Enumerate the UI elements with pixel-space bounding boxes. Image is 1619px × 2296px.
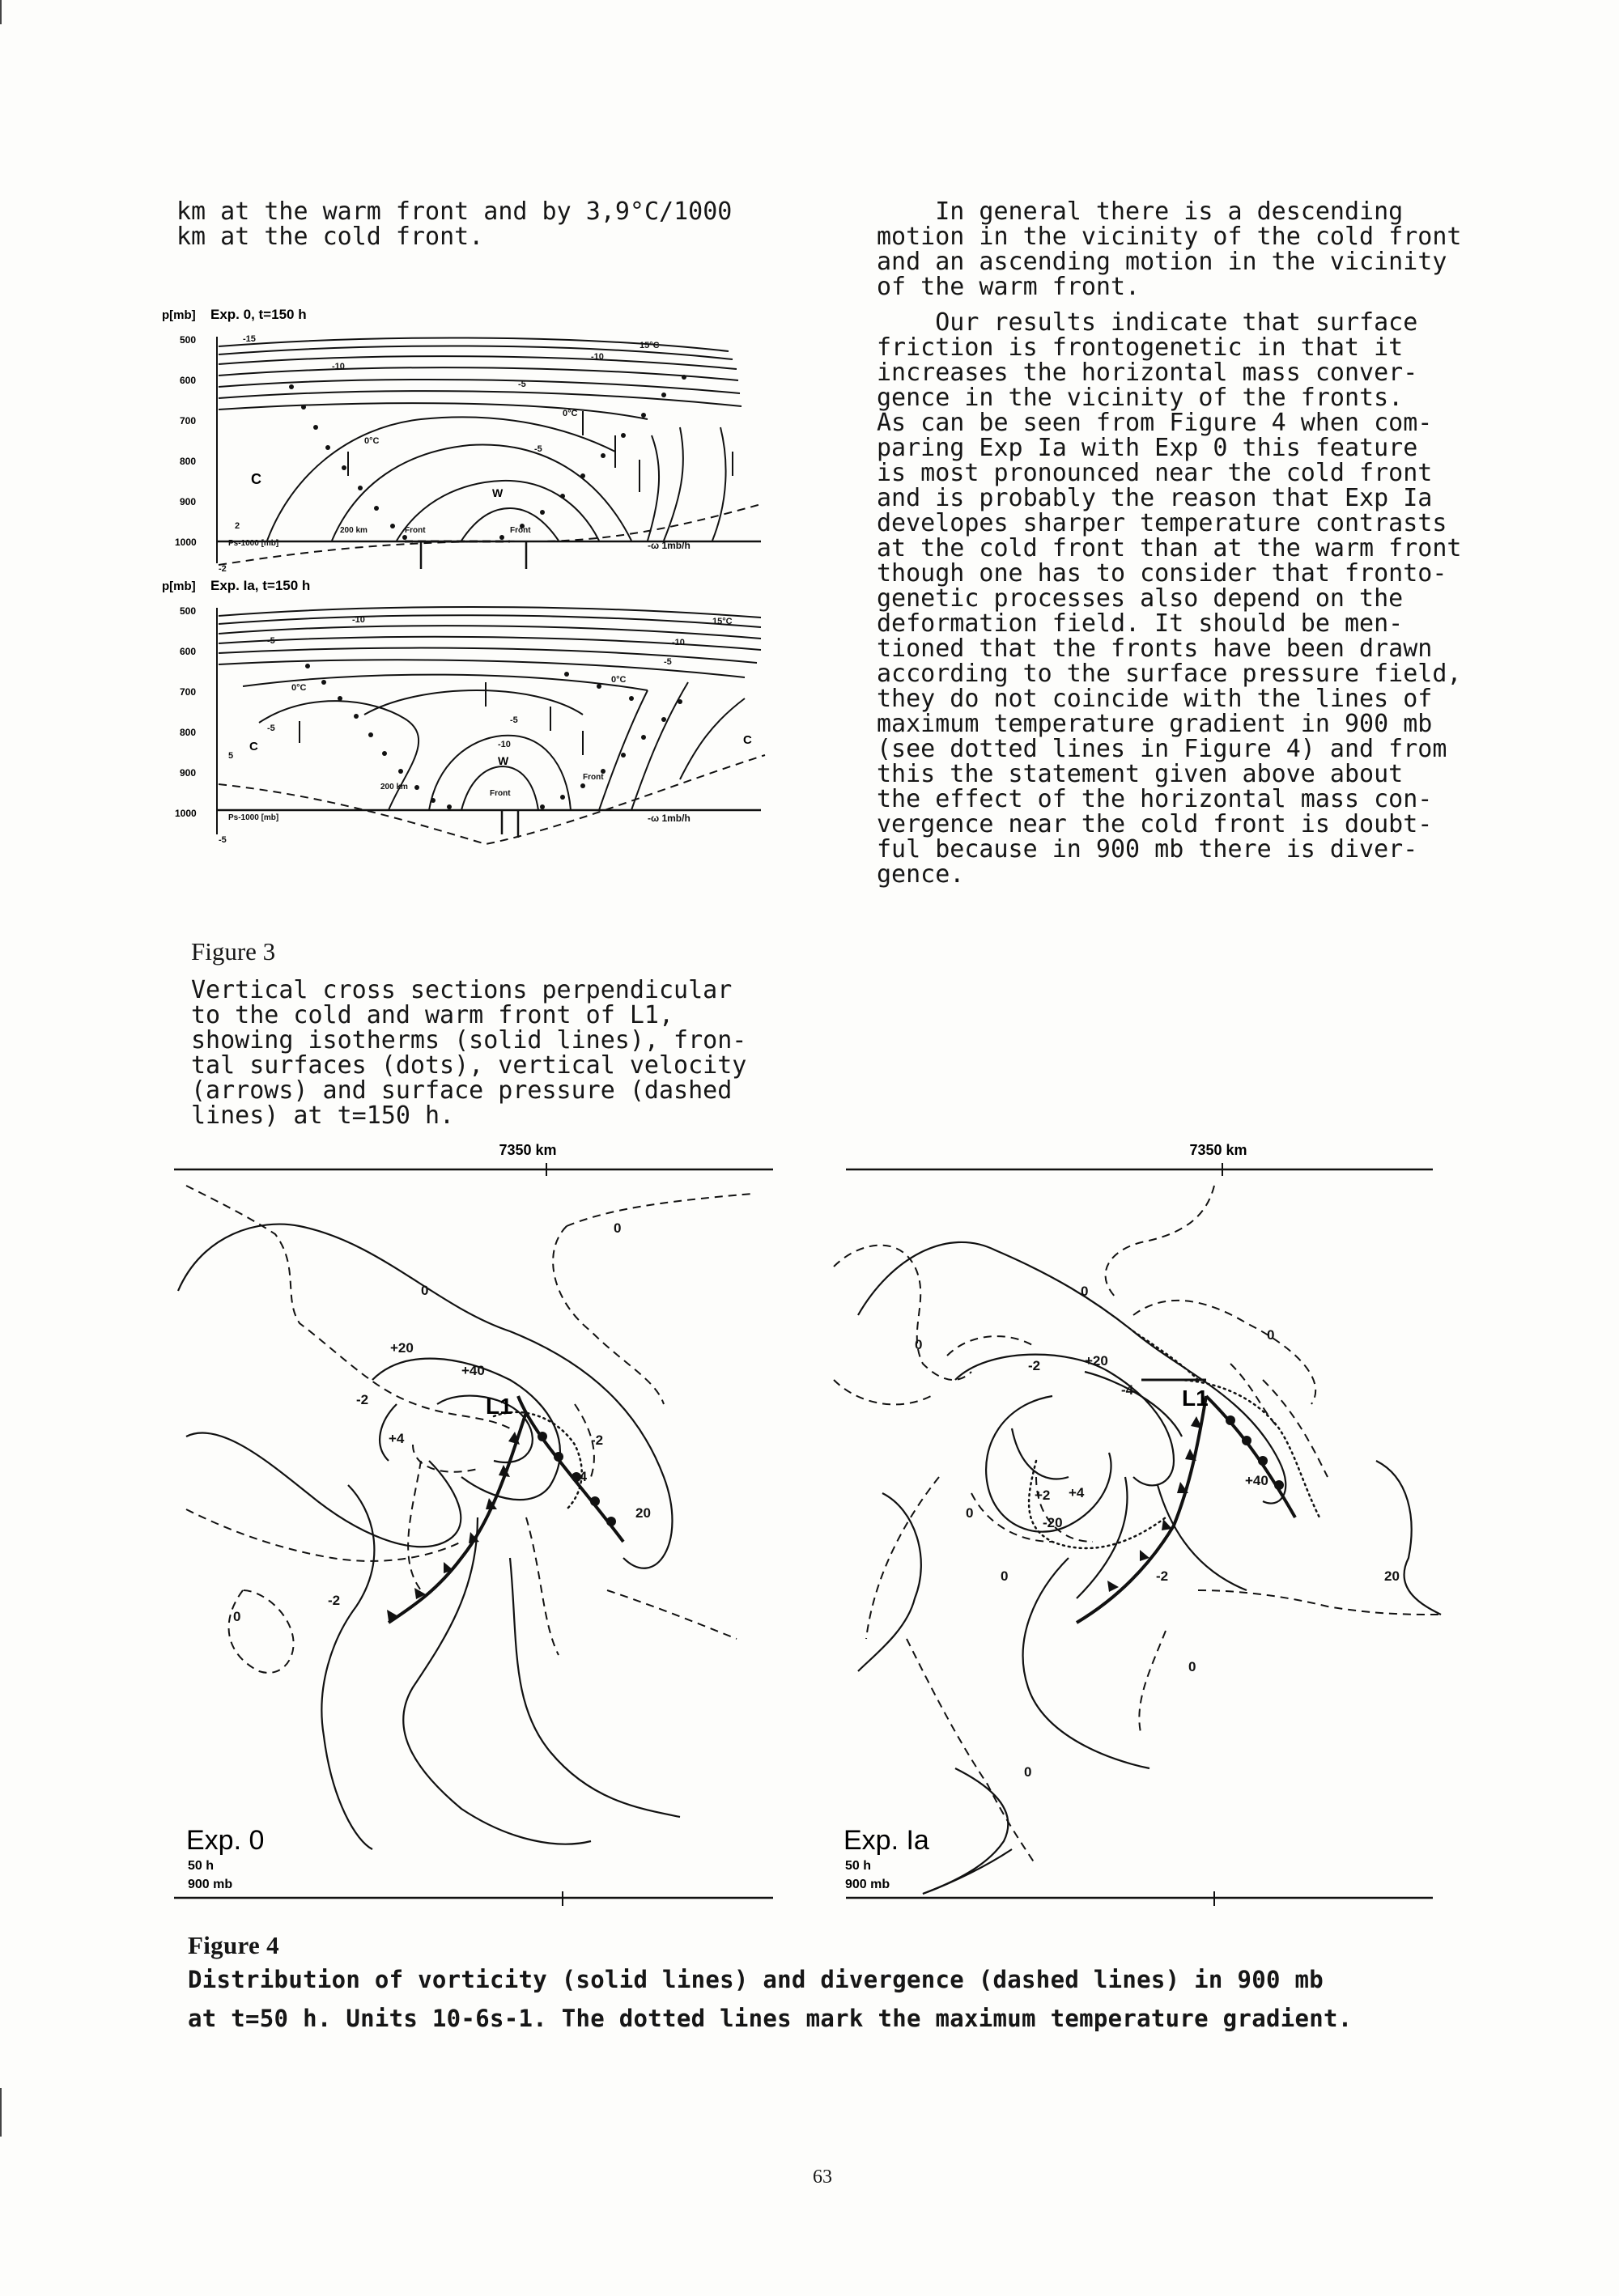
low-pressure-label: L1 xyxy=(486,1394,512,1419)
y-tick: 600 xyxy=(180,375,197,386)
text-line: tioned that the fronts have been drawn xyxy=(877,634,1433,663)
isotherm-label: 0°C xyxy=(291,683,307,693)
text-line: is most pronounced near the cold front xyxy=(877,459,1433,487)
text-line: (see dotted lines in Figure 4) and from xyxy=(877,735,1447,763)
contour-label: +20 xyxy=(390,1340,414,1356)
cold-front-symbols xyxy=(1107,1416,1202,1592)
pressure-label: -5 xyxy=(219,835,227,845)
text-line: km at the cold front. xyxy=(176,223,484,251)
contour-label: 0 xyxy=(1267,1327,1275,1343)
text-line: gence in the vicinity of the fronts. xyxy=(877,384,1404,412)
level-label: 900 mb xyxy=(188,1878,233,1891)
text-line: motion in the vicinity of the cold front xyxy=(877,223,1462,251)
contour-label: 0 xyxy=(915,1337,923,1352)
contour-label: -2 xyxy=(328,1593,341,1608)
cold-front xyxy=(1077,1396,1206,1623)
contour-label: -4 xyxy=(1121,1382,1134,1398)
contour-label: -20 xyxy=(1043,1515,1063,1530)
cross-section-svg xyxy=(162,306,793,573)
experiment-name: Exp. 0 xyxy=(186,1825,265,1856)
low-pressure-label: L1 xyxy=(1182,1386,1209,1411)
isotherm-label: -15 xyxy=(243,334,256,344)
figure3-title: Figure 3 xyxy=(191,937,276,966)
text-line: friction is frontogenetic in that it xyxy=(877,333,1404,362)
y-tick: 500 xyxy=(180,334,197,346)
y-tick: 500 xyxy=(180,605,197,617)
caption-line: at t=50 h. Units 10-6s-1. The dotted lines mark the maximum temperature gradient. xyxy=(188,2005,1353,2032)
left-column-text xyxy=(176,199,732,249)
text-line: genetic processes also depend on the xyxy=(877,584,1404,613)
contour-label: +20 xyxy=(1085,1353,1108,1369)
ps-label: Ps-1000 [mb] xyxy=(228,539,279,548)
caption-line: showing isotherms (solid lines), fron- xyxy=(191,1026,747,1055)
text-line: and an ascending motion in the vicinity xyxy=(877,248,1447,276)
isotherm-label: -5 xyxy=(518,380,526,389)
text-line: of the warm front. xyxy=(877,273,1141,301)
contour-label: 0 xyxy=(614,1220,622,1236)
cold-letter: C xyxy=(249,740,258,753)
contour-label: 20 xyxy=(635,1505,651,1521)
y-tick: 1000 xyxy=(175,537,197,548)
vertical-velocity-arrows xyxy=(300,682,583,755)
caption-line: to the cold and warm front of L1, xyxy=(191,1001,674,1029)
text-line: and is probably the reason that Exp Ia xyxy=(877,484,1433,512)
divergence-contours xyxy=(186,1186,753,1673)
figure3-panel-exp1a xyxy=(162,577,793,852)
isotherm-label: -5 xyxy=(510,715,518,725)
contour-label: 0 xyxy=(421,1283,429,1298)
caption-line: tal surfaces (dots), vertical velocity xyxy=(191,1051,747,1080)
text-line: the effect of the horizontal mass con- xyxy=(877,785,1433,813)
page-number: 63 xyxy=(813,2167,832,2188)
isotherm-label: -10 xyxy=(672,638,685,647)
contour-label: +4 xyxy=(389,1431,405,1446)
y-tick: 600 xyxy=(180,646,197,657)
isotherm-label: 0°C xyxy=(611,675,627,685)
front-markers xyxy=(421,541,526,569)
contour-label: -2 xyxy=(1156,1568,1169,1584)
isotherms xyxy=(219,337,742,541)
y-tick: 900 xyxy=(180,496,197,507)
contour-label: 0 xyxy=(966,1505,974,1521)
right-column-paragraph-2 xyxy=(877,310,1461,887)
isotherm-label: -10 xyxy=(498,740,511,749)
front-label: Front xyxy=(583,773,604,782)
y-tick: 800 xyxy=(180,456,197,467)
isotherm-label: -10 xyxy=(591,352,604,362)
cold-letter: C xyxy=(743,733,752,747)
contour-label: -2 xyxy=(591,1432,604,1448)
figure4-panel-exp0 xyxy=(170,1137,793,1922)
scale-label: 200 km xyxy=(340,526,368,535)
right-column-paragraph-1 xyxy=(877,199,1461,299)
omega-label: -ω 1mb/h xyxy=(648,813,691,824)
contour-label: 20 xyxy=(1384,1568,1400,1584)
front-label: Front xyxy=(510,526,531,535)
contour-label: 0 xyxy=(1081,1284,1089,1299)
isotherm-label: -10 xyxy=(332,362,345,371)
level-label: 900 mb xyxy=(845,1878,890,1891)
text-line: according to the surface pressure field, xyxy=(877,660,1462,688)
isotherm-label: 15°C xyxy=(640,341,660,350)
caption-line: (arrows) and surface pressure (dashed xyxy=(191,1076,733,1105)
cross-section-svg xyxy=(162,577,793,852)
figure4-title: Figure 4 xyxy=(188,1931,279,1959)
text-line: km at the warm front and by 3,9°C/1000 xyxy=(176,197,733,226)
axis-label: p[mb] xyxy=(162,579,196,593)
top-distance-label: 7350 km xyxy=(499,1142,557,1158)
scale-label: 200 km xyxy=(380,783,408,792)
y-tick: 900 xyxy=(180,767,197,779)
experiment-name: Exp. Ia xyxy=(843,1825,929,1856)
isotherm-label: 0°C xyxy=(563,409,578,418)
text-line: this the statement given above about xyxy=(877,760,1404,788)
figure4-caption xyxy=(188,1931,1353,2038)
text-line: As can be seen from Figure 4 when com- xyxy=(877,409,1433,437)
contour-label: +2 xyxy=(1035,1488,1051,1503)
pressure-label: 5 xyxy=(228,751,234,761)
y-tick: 700 xyxy=(180,686,197,698)
contour-label: -4 xyxy=(575,1469,588,1484)
cold-front-symbols xyxy=(387,1432,520,1621)
y-tick: 700 xyxy=(180,415,197,427)
axis-label: p[mb] xyxy=(162,308,196,322)
max-temperature-gradient-dotted xyxy=(1029,1331,1319,1548)
contour-label: -2 xyxy=(356,1392,369,1407)
front-label: Front xyxy=(405,526,426,535)
figure3-panel-exp0 xyxy=(162,306,793,573)
contour-label: 0 xyxy=(1188,1659,1196,1674)
front-markers xyxy=(502,810,518,838)
isotherm-label: -10 xyxy=(352,615,365,625)
text-line: paring Exp Ia with Exp 0 this feature xyxy=(877,434,1418,462)
warm-letter: W xyxy=(498,754,509,767)
text-line: ful because in 900 mb there is diver- xyxy=(877,835,1418,864)
contour-label: 0 xyxy=(1024,1764,1032,1780)
caption-line: Vertical cross sections perpendicular xyxy=(191,976,733,1004)
isotherm-label: 0°C xyxy=(364,436,380,446)
contour-label: -2 xyxy=(1028,1358,1041,1373)
vorticity-map-svg xyxy=(826,1137,1449,1922)
isotherm-label: -5 xyxy=(534,444,542,454)
vorticity-map-svg xyxy=(170,1137,793,1922)
isotherm-label: -5 xyxy=(267,724,275,733)
time-label: 50 h xyxy=(845,1859,872,1873)
panel-title: Exp. Ia, t=150 h xyxy=(210,578,311,593)
contour-label: 0 xyxy=(1001,1568,1009,1584)
isotherm-label: -5 xyxy=(267,636,275,646)
pressure-label: 2 xyxy=(235,521,240,531)
text-line: they do not coincide with the lines of xyxy=(877,685,1433,713)
text-line: In general there is a descending xyxy=(877,197,1404,226)
contour-label: +40 xyxy=(1245,1473,1268,1488)
caption-line: Distribution of vorticity (solid lines) and divergence (dashed lines) in 900 mb xyxy=(188,1966,1324,1993)
text-line: developes sharper temperature contrasts xyxy=(877,509,1447,537)
cold-letter: C xyxy=(251,471,261,487)
cold-front xyxy=(389,1412,526,1623)
y-tick: 1000 xyxy=(175,808,197,819)
ps-label: Ps-1000 [mb] xyxy=(228,813,279,822)
panel-title: Exp. 0, t=150 h xyxy=(210,307,307,322)
text-line: at the cold front than at the warm front xyxy=(877,534,1462,562)
warm-letter: W xyxy=(492,486,504,499)
isotherm-label: 15°C xyxy=(712,617,733,626)
vorticity-contours xyxy=(178,1224,680,1849)
figure4-panel-exp1a xyxy=(826,1137,1449,1922)
vorticity-contours xyxy=(858,1242,1441,1894)
scan-edge-mark xyxy=(0,2088,2,2137)
text-line: Our results indicate that surface xyxy=(877,308,1418,337)
contour-label: +40 xyxy=(461,1363,485,1378)
y-tick: 800 xyxy=(180,727,197,738)
text-line: though one has to consider that fronto- xyxy=(877,559,1447,588)
top-distance-label: 7350 km xyxy=(1189,1142,1247,1158)
pressure-label: -2 xyxy=(219,564,227,573)
scan-edge-mark xyxy=(0,0,2,24)
text-line: gence. xyxy=(877,860,965,889)
contour-label: 0 xyxy=(233,1609,241,1624)
isotherm-label: -5 xyxy=(664,657,672,667)
text-line: deformation field. It should be men- xyxy=(877,609,1404,638)
divergence-contours xyxy=(834,1186,1441,1865)
figure3-caption xyxy=(191,939,746,1128)
caption-line: lines) at t=150 h. xyxy=(191,1101,455,1130)
time-label: 50 h xyxy=(188,1859,215,1873)
omega-label: -ω 1mb/h xyxy=(648,540,691,551)
contour-label: +4 xyxy=(1069,1485,1085,1500)
text-line: increases the horizontal mass conver- xyxy=(877,359,1418,387)
text-line: vergence near the cold front is doubt- xyxy=(877,810,1433,838)
text-line: maximum temperature gradient in 900 mb xyxy=(877,710,1433,738)
front-label: Front xyxy=(490,789,511,798)
